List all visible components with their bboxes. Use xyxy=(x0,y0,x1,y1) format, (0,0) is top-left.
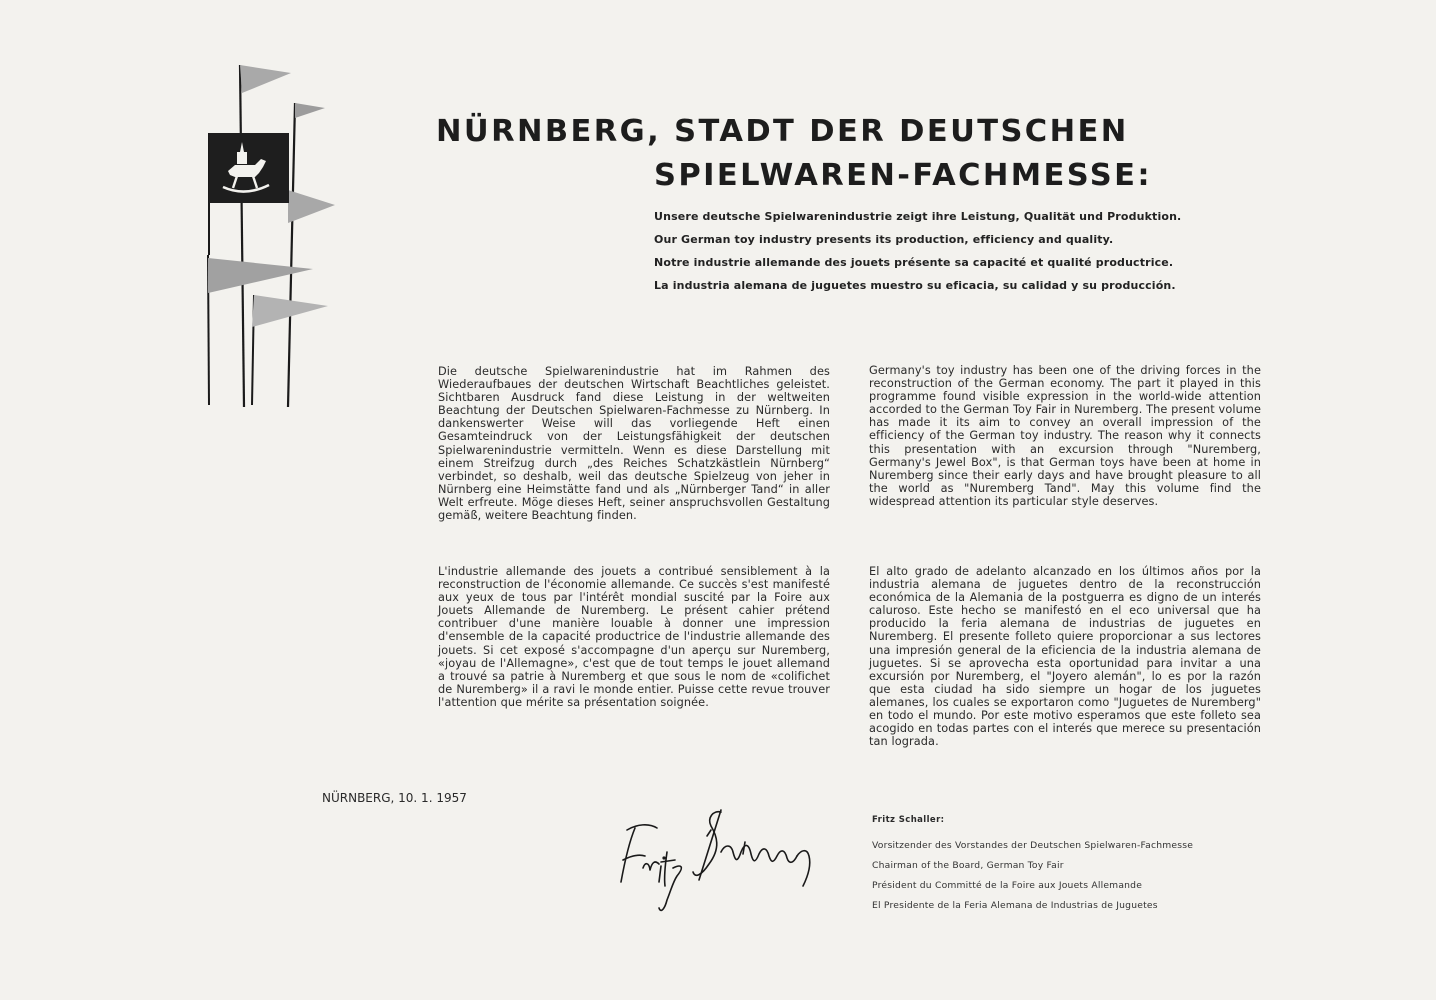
role-german: Vorsitzender des Vorstandes der Deutschen Spielwaren-Fachmesse xyxy=(872,840,1194,851)
intro-statements xyxy=(654,205,1274,297)
intro-spanish: La industria alemana de juguetes muestro su eficacia, su calidad y su producción. xyxy=(654,279,1176,292)
role-english: Chairman of the Board, German Toy Fair xyxy=(872,860,1064,871)
intro-english: Our German toy industry presents its production, efficiency and quality. xyxy=(654,233,1114,246)
handwritten-signature xyxy=(595,790,845,930)
role-spanish: El Presidente de la Feria Alemana de Industrias de Juguetes xyxy=(872,900,1158,911)
title-line-2: SPIELWAREN-FACHMESSE: xyxy=(654,158,1152,193)
english-text-column: Germany's toy industry has been one of the driving forces in the reconstruction of the German economy. The part it played in this programme found visible expression in the world-wide attention accorded to the German Toy Fair in Nuremberg. The present volume has made it its aim to convey an overall impression of the efficiency of the German toy industry. The reason why it connects this presentation with an excursion through "Nuremberg, Germany's Jewel Box", is that German toys have been at home in Nuremberg since their early days and have brought pleasure to all the world as "Nuremberg Tand". May this volume find the widespread attention its particular style deserves. xyxy=(869,364,1261,508)
spanish-text-column: El alto grado de adelanto alcanzado en los últimos años por la industria alemana de juguetes dentro de la reconstrucción económica de la Alemania de la postguerra es digno de un interés caluroso. Este hecho se manifestó en el eco universal que ha producido la feria alemana de industrias de juguetes en Nuremberg. El presente folleto quiere proporcionar a sus lectores una impresión general de la eficiencia de la industria alemana de juguetes. Si se aprovecha esta oportunidad para invitar a una excursión por Nuremberg, el "Joyero alemán", lo es por la razón que esta ciudad ha sido siempre un hogar de los juguetes alemanes, los cuales se exportaron como "Juguetes de Nuremberg" en todo el mundo. Por este motivo esperamos que este folleto sea acogido en todas partes con el interés que merece su presentación tan lograda. xyxy=(869,565,1261,749)
intro-german: Unsere deutsche Spielwarenindustrie zeigt ihre Leistung, Qualität und Produktion. xyxy=(654,210,1182,223)
signer-roles xyxy=(872,836,1272,916)
page-title xyxy=(436,110,1152,198)
role-french: Président du Committé de la Foire aux Jouets Allemande xyxy=(872,880,1143,891)
title-line-1: NÜRNBERG, STADT DER DEUTSCHEN xyxy=(436,114,1129,149)
intro-french: Notre industrie allemande des jouets présente sa capacité et qualité productrice. xyxy=(654,256,1174,269)
flags-with-rocking-horse-icon xyxy=(195,55,355,415)
german-text-column: Die deutsche Spielwarenindustrie hat im Rahmen des Wiederaufbaues der deutschen Wirtschaft Beachtliches geleistet. Sichtbaren Ausdruck fand diese Leistung in der weltweiten Beachtung der Deutschen Spielwaren-Fachmesse zu Nürnberg. In dankenswerter Weise will das vorliegende Heft einen Gesamteindruck von der Leistungsfähigkeit der deutschen Spielwarenindustrie vermitteln. Wenn es diese Darstellung mit einem Streifzug durch „des Reiches Schatzkästlein Nürnberg“ verbindet, so deshalb, weil das deutsche Spielzeug von jeher in Nürnberg eine Heimstätte fand und als „Nürnberger Tand“ in aller Welt erfreute. Möge dieses Heft, seiner anspruchsvollen Gestaltung gemäß, weitere Beachtung finden. xyxy=(438,365,830,523)
french-text-column: L'industrie allemande des jouets a contribué sensiblement à la reconstruction de l'économie allemande. Ce succès s'est manifesté aux yeux de tous par l'intérêt mondial suscité par la Foire aux Jouets Allemande de Nuremberg. Le présent cahier prétend contribuer d'une manière louable à donner une impression d'ensemble de la capacité productrice de l'industrie allemande des jouets. Si cet exposé s'accompagne d'un aperçu sur Nuremberg, «joyau de l'Allemagne», c'est que de tout temps le jouet allemand a trouvé sa patrie à Nuremberg et que sous le nom de «colifichet de Nuremberg» il a ravi le monde entier. Puisse cette revue trouver l'attention que mérite sa présentation soignée. xyxy=(438,565,830,709)
signer-name: Fritz Schaller: xyxy=(872,815,945,825)
date-line: NÜRNBERG, 10. 1. 1957 xyxy=(322,791,467,805)
